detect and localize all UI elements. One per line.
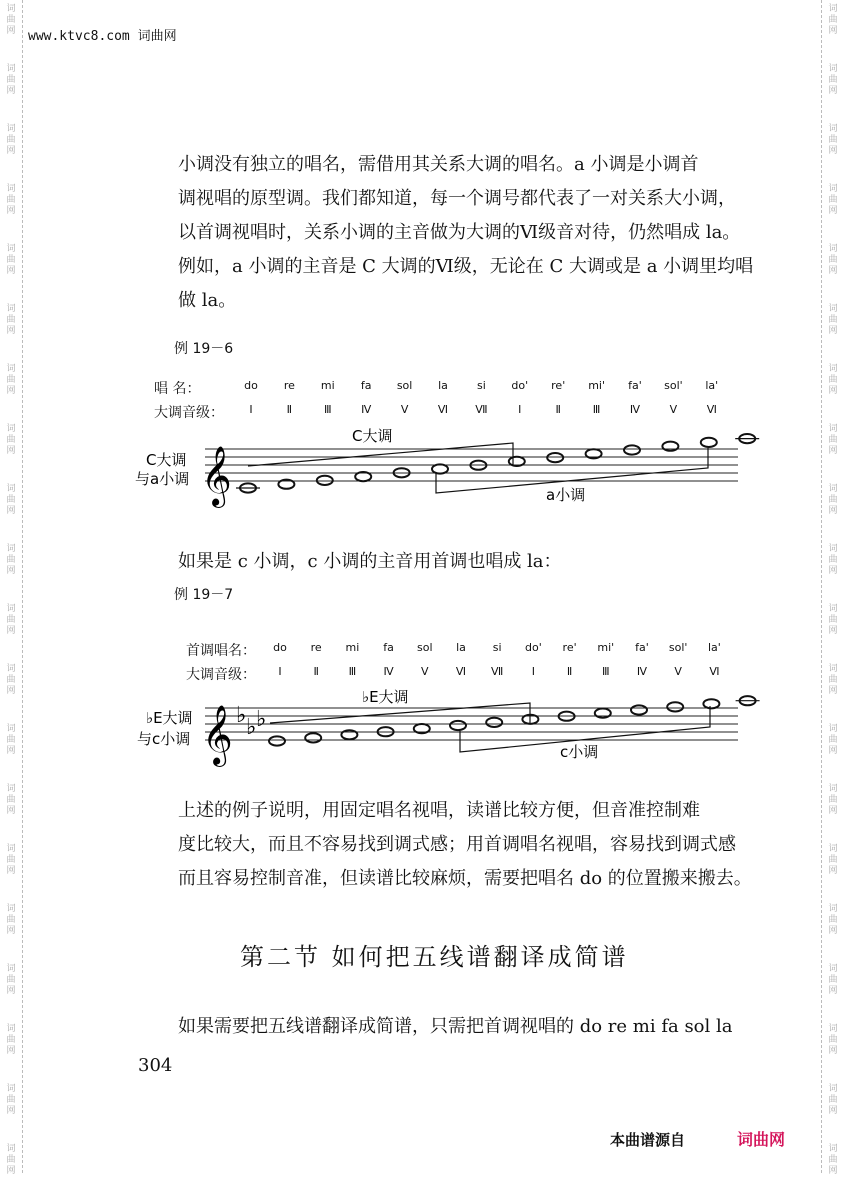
solfege-syllable: re [310,641,322,654]
page-number: 304 [138,1055,173,1076]
side-watermark-text: 词曲网 [6,184,16,216]
example-1-key-label: 与a小调 [135,470,190,488]
summary-line: 度比较大，而且不容易找到调式感；用首调唱名视唱，容易找到调式感 [178,834,736,855]
solfege-syllable: sol' [664,379,683,392]
summary-line: 上述的例子说明，用固定唱名视唱，读谱比较方便，但音准控制难 [178,800,700,821]
scale-degree: Ⅰ [249,403,253,416]
example-2-row2-label: 大调音级： [186,667,256,683]
side-watermark-text: 词曲网 [6,724,16,756]
summary-paragraph [178,794,752,896]
example-1-row1-label: 唱 名： [154,381,201,397]
side-watermark-text: 词曲网 [828,904,838,936]
intro-line: 小调没有独立的唱名，需借用其关系大调的唱名。a 小调是小调首 [178,154,699,175]
solfege-syllable: do [244,379,258,392]
side-watermark-text: 词曲网 [6,1084,16,1116]
whole-note [547,453,563,462]
side-watermark-text: 词曲网 [828,1144,838,1176]
scale-degree: Ⅰ [531,665,536,678]
treble-clef-icon: 𝄞 [202,705,233,765]
solfege-syllable: sol [417,641,433,654]
scale-degree: Ⅱ [313,665,319,678]
scale-degree: Ⅲ [592,403,601,416]
staff-2-lines [205,708,738,740]
whole-note [317,476,333,485]
scale-degree: Ⅵ [709,665,720,678]
major-scale-bracket [270,703,530,724]
solfege-syllable: mi [345,641,360,654]
flat-sign-icon: ♭ [246,715,257,740]
footer-credit [610,1127,785,1150]
side-watermark-text: 词曲网 [6,4,16,36]
side-watermark-text: 词曲网 [828,364,838,396]
example-1-key-label: C大调 [146,451,187,469]
scale-degree: Ⅲ [348,665,357,678]
example-1-label: 例 19－6 [174,341,234,357]
solfege-syllable: la [456,641,466,654]
scale-degree: Ⅱ [286,403,293,416]
side-watermark-text: 词曲网 [6,964,16,996]
summary-line: 而且容易控制音准，但读谱比较麻烦，需要把唱名 do 的位置搬来搬去。 [178,868,752,889]
footer-text: 本曲谱源自 [610,1131,686,1149]
example-1-major-label: C大调 [352,427,393,445]
whole-note [486,718,502,727]
solfege-syllable: do' [511,379,529,392]
site-watermark: www.ktvc8.com 词曲网 [28,29,177,44]
solfege-syllable: si [492,641,502,654]
scale-degree: Ⅳ [383,665,394,678]
side-watermark-text: 词曲网 [6,364,16,396]
scale-degree: Ⅱ [566,665,573,678]
staff-1 [135,427,759,508]
intro-line: 做 la。 [178,290,237,311]
side-watermark-text: 词曲网 [828,1084,838,1116]
solfege-syllable: do [273,641,287,654]
scale-degree: Ⅶ [475,403,488,416]
scale-degree: Ⅵ [706,403,717,416]
side-watermark-text: 词曲网 [828,124,838,156]
whole-note [305,733,321,742]
intro-line: 调视唱的原型调。我们都知道，每一个调号都代表了一对关系大小调， [178,188,736,209]
solfege-syllable: mi [320,379,335,392]
staff-2-notes [269,696,760,746]
side-watermark-text: 词曲网 [828,244,838,276]
side-watermark-text: 词曲网 [828,64,838,96]
side-watermark-text: 词曲网 [6,1144,16,1176]
side-watermark-text: 词曲网 [6,604,16,636]
solfege-syllable: fa' [628,379,642,392]
solfege-syllable: la' [705,379,719,392]
side-watermark-text: 词曲网 [6,784,16,816]
scale-degree: Ⅴ [674,665,682,678]
scale-degree: Ⅲ [324,403,332,416]
last-line: 如果需要把五线谱翻译成简谱，只需把首调视唱的 do re mi fa sol la [178,1016,733,1037]
flat-sign-icon: ♭ [236,703,247,728]
side-watermark-text: 词曲网 [828,304,838,336]
side-watermark-text: 词曲网 [828,784,838,816]
solfege-syllable: re' [562,641,577,654]
example-2-major-label: ♭E大调 [362,688,409,706]
solfege-syllable: la' [707,641,721,654]
side-watermark-text: 词曲网 [828,544,838,576]
scale-degree: Ⅱ [555,403,561,416]
solfege-syllable: re [283,379,295,392]
section-heading: 第二节 如何把五线谱翻译成简谱 [240,943,629,971]
side-watermark-text: 词曲网 [6,544,16,576]
side-watermark-text: 词曲网 [6,124,16,156]
scale-degree: Ⅰ [278,665,282,678]
side-watermark-text: 词曲网 [828,844,838,876]
side-watermark-text: 词曲网 [828,964,838,996]
side-watermark-text: 词曲网 [828,484,838,516]
scale-degree: Ⅳ [629,403,641,416]
example-2-row1-label: 首调唱名： [186,643,256,659]
side-watermark-text: 词曲网 [6,904,16,936]
side-watermark-text: 词曲网 [828,184,838,216]
solfege-syllable: fa [383,641,394,654]
intro-line: 以首调视唱时，关系小调的主音做为大调的Ⅵ级音对待，仍然唱成 la。 [178,222,741,243]
side-watermark-text: 词曲网 [6,1024,16,1056]
side-watermark-text: 词曲网 [6,424,16,456]
scale-degree: Ⅶ [491,665,504,678]
solfege-syllable: sol [396,379,413,392]
middle-line: 如果是 c 小调，c 小调的主音用首调也唱成 la： [178,551,562,572]
side-watermark-text: 词曲网 [828,724,838,756]
whole-note [624,445,640,454]
solfege-syllable: fa [360,379,372,392]
whole-note [701,438,717,447]
side-watermark-text: 词曲网 [828,424,838,456]
example-2-key-label: 与c小调 [137,730,191,748]
flat-sign-icon: ♭ [256,707,267,732]
example-2-label: 例 19－7 [174,587,234,603]
side-watermark-text: 词曲网 [6,244,16,276]
solfege-syllable: do' [525,641,542,654]
intro-line: 例如，a 小调的主音是 C 大调的Ⅵ级，无论在 C 大调或是 a 小调里均唱 [178,256,754,277]
scale-degree: Ⅳ [636,665,648,678]
side-watermark-text: 词曲网 [6,664,16,696]
solfege-syllable: re' [551,379,566,392]
whole-note [631,705,647,714]
example-2-key-label: ♭E大调 [146,709,193,727]
scale-degree: Ⅰ [518,403,522,416]
whole-note [450,721,466,730]
last-paragraph [178,1010,740,1044]
staff-1-notes [236,434,759,493]
side-watermark-text: 词曲网 [6,844,16,876]
whole-note [667,702,683,711]
solfege-syllable: la [438,379,448,392]
side-watermark-text: 词曲网 [6,484,16,516]
scale-degree: Ⅴ [669,403,678,416]
footer-brand-link[interactable]: 词曲网 [737,1130,786,1149]
solfege-syllable: mi' [597,641,615,654]
staff-2 [137,688,760,767]
scale-degree: Ⅲ [602,665,610,678]
staff-1-lines [205,449,738,481]
treble-clef-icon: 𝄞 [201,446,232,506]
side-watermark-text: 词曲网 [828,664,838,696]
scale-degree: Ⅴ [421,665,429,678]
example-1-minor-label: a小调 [546,486,586,504]
example-1-row2-label: 大调音级： [154,405,224,421]
scale-degree: Ⅵ [437,403,449,416]
side-watermark-text: 词曲网 [828,604,838,636]
example-2-minor-label: c小调 [560,743,599,761]
solfege-syllable: fa' [635,641,649,654]
solfege-syllable: sol' [668,641,688,654]
side-watermark-text: 词曲网 [6,64,16,96]
scale-degree: Ⅴ [400,403,409,416]
side-watermark-text: 词曲网 [6,304,16,336]
whole-note [269,736,285,745]
scale-degree: Ⅳ [361,403,372,416]
whole-note [432,464,448,473]
whole-note [703,699,719,708]
solfege-syllable: mi' [588,379,605,392]
solfege-syllable: si [476,379,486,392]
side-watermark-text: 词曲网 [828,1024,838,1056]
scale-degree: Ⅵ [455,665,467,678]
side-watermark-text: 词曲网 [828,4,838,36]
